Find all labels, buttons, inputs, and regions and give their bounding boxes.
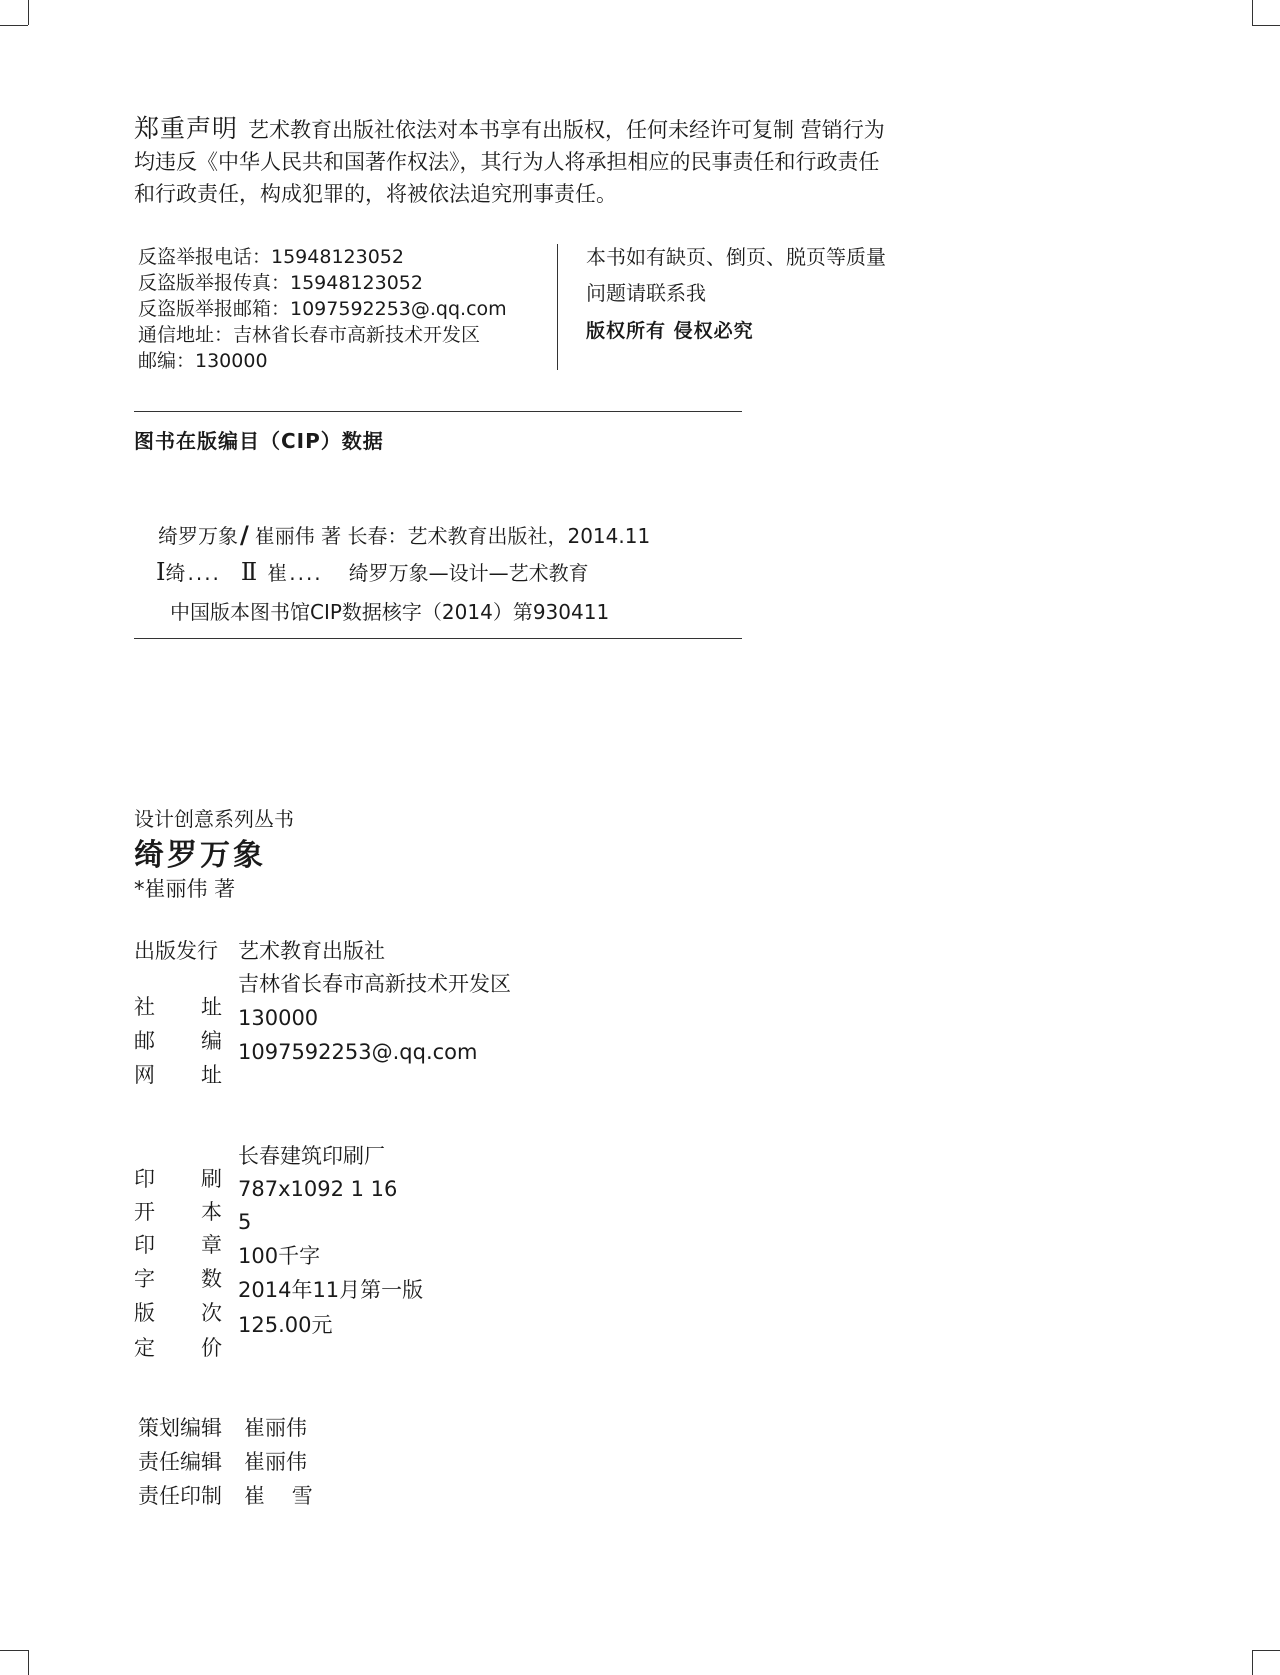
row-label-char-1: 社	[134, 995, 155, 1019]
declaration-title: 郑重声明	[134, 114, 239, 143]
row-value: 1097592253@.qq.com	[238, 1040, 478, 1064]
cip-line-2	[156, 557, 589, 586]
row-label-char-2: 本	[201, 1200, 222, 1224]
row-label-char-1: 邮	[134, 1029, 155, 1053]
cip-slash: /	[240, 521, 249, 549]
book-author: *崔丽伟 著	[134, 877, 236, 901]
book-title: 绮罗万象	[134, 838, 266, 873]
editor-row-printing	[138, 1480, 313, 1512]
row-value: 5	[238, 1210, 252, 1234]
cip-mark-1: Ⅰ	[156, 558, 166, 586]
crop-mark-top-left	[28, 0, 29, 25]
row-label-char-2: 价	[201, 1336, 222, 1360]
cip-book-title: 绮罗万象	[158, 524, 238, 548]
declaration-line-3: 和行政责任，构成犯罪的，将被依法追究刑事责任。	[134, 182, 617, 206]
cip-title: 图书在版编目（CIP）数据	[134, 429, 384, 453]
declaration-text-1: 艺术教育出版社依法对本书享有出版权，任何未经许可复制 营销行为	[248, 118, 885, 142]
editor-name: 崔 雪	[244, 1484, 313, 1508]
row-label-char-1: 印	[134, 1167, 155, 1191]
row-value: 长春建筑印刷厂	[238, 1144, 385, 1168]
crop-mark-top-left	[0, 25, 28, 26]
quality-notice-line-1: 本书如有缺页、倒页、脱页等质量	[586, 245, 886, 269]
row-label-char-1: 版	[134, 1301, 155, 1325]
printing-price-row	[134, 1309, 634, 1360]
contact-phone: 反盗举报电话：15948123052	[138, 246, 404, 268]
publisher-label: 出版发行	[134, 939, 218, 963]
crop-mark-top-right	[1252, 0, 1253, 25]
printing-format-row	[134, 1173, 634, 1224]
editor-row-responsible	[138, 1446, 307, 1478]
publisher-row	[134, 935, 385, 967]
row-value: 787x1092 1 16	[238, 1177, 398, 1201]
row-label-char-1: 定	[134, 1336, 155, 1360]
row-label-char-1: 印	[134, 1233, 155, 1257]
crop-mark-bottom-left	[28, 1650, 29, 1675]
crop-mark-bottom-right	[1252, 1650, 1280, 1651]
cip-line-1-rest: 崔丽伟 著 长春：艺术教育出版社，2014.11	[254, 524, 651, 548]
row-label-char-2: 编	[201, 1029, 222, 1053]
cip-top-rule	[134, 411, 742, 412]
row-label-char-2: 址	[201, 1063, 222, 1087]
editor-name: 崔丽伟	[244, 1416, 307, 1440]
editor-role: 策划编辑	[138, 1416, 222, 1440]
crop-mark-top-right	[1252, 25, 1280, 26]
contact-address: 通信地址：吉林省长春市高新技术开发区	[138, 324, 481, 346]
editor-role: 责任编辑	[138, 1450, 222, 1474]
series-name: 设计创意系列丛书	[134, 807, 294, 831]
row-label-char-2: 刷	[201, 1167, 222, 1191]
row-label-char-2: 数	[201, 1267, 222, 1291]
publisher-website-row	[134, 1036, 634, 1087]
row-label-char-2: 次	[201, 1301, 222, 1325]
row-value: 130000	[238, 1006, 319, 1030]
crop-mark-bottom-right	[1252, 1650, 1253, 1675]
publisher-name: 艺术教育出版社	[238, 939, 385, 963]
row-label-char-1: 开	[134, 1200, 155, 1224]
editor-row-planning	[138, 1412, 307, 1444]
row-label-char-1: 字	[134, 1267, 155, 1291]
row-value: 2014年11月第一版	[238, 1278, 424, 1302]
cip-part-2: 崔....	[267, 561, 323, 585]
cip-line-3: 中国版本图书馆CIP数据核字（2014）第930411	[170, 600, 610, 624]
row-label-char-2: 址	[201, 995, 222, 1019]
row-label-char-2: 章	[201, 1233, 222, 1257]
row-value: 125.00元	[238, 1313, 333, 1337]
row-value: 吉林省长春市高新技术开发区	[238, 972, 511, 996]
row-value: 100千字	[238, 1244, 321, 1268]
cip-line-1	[158, 520, 650, 549]
declaration-line-2: 均违反《中华人民共和国著作权法》，其行为人将承担相应的民事责任和行政责任	[134, 150, 880, 174]
quality-notice-line-2: 问题请联系我	[586, 281, 706, 305]
row-label-char-1: 网	[134, 1063, 155, 1087]
contact-divider	[557, 244, 558, 370]
cip-mark-2: Ⅱ	[240, 558, 258, 586]
contact-fax: 反盗版举报传真：15948123052	[138, 272, 423, 294]
contact-postcode: 邮编：130000	[138, 350, 268, 372]
declaration-line-1	[134, 114, 885, 145]
crop-mark-bottom-left	[0, 1650, 28, 1651]
cip-bottom-rule	[134, 638, 742, 639]
contact-email: 反盗版举报邮箱：1097592253@.qq.com	[138, 298, 507, 320]
cip-part-3: 绮罗万象—设计—艺术教育	[348, 561, 589, 585]
copyright-notice: 版权所有 侵权必究	[586, 320, 754, 342]
editor-name: 崔丽伟	[244, 1450, 307, 1474]
cip-part-1: 绮....	[165, 561, 221, 585]
editor-role: 责任印制	[138, 1484, 222, 1508]
